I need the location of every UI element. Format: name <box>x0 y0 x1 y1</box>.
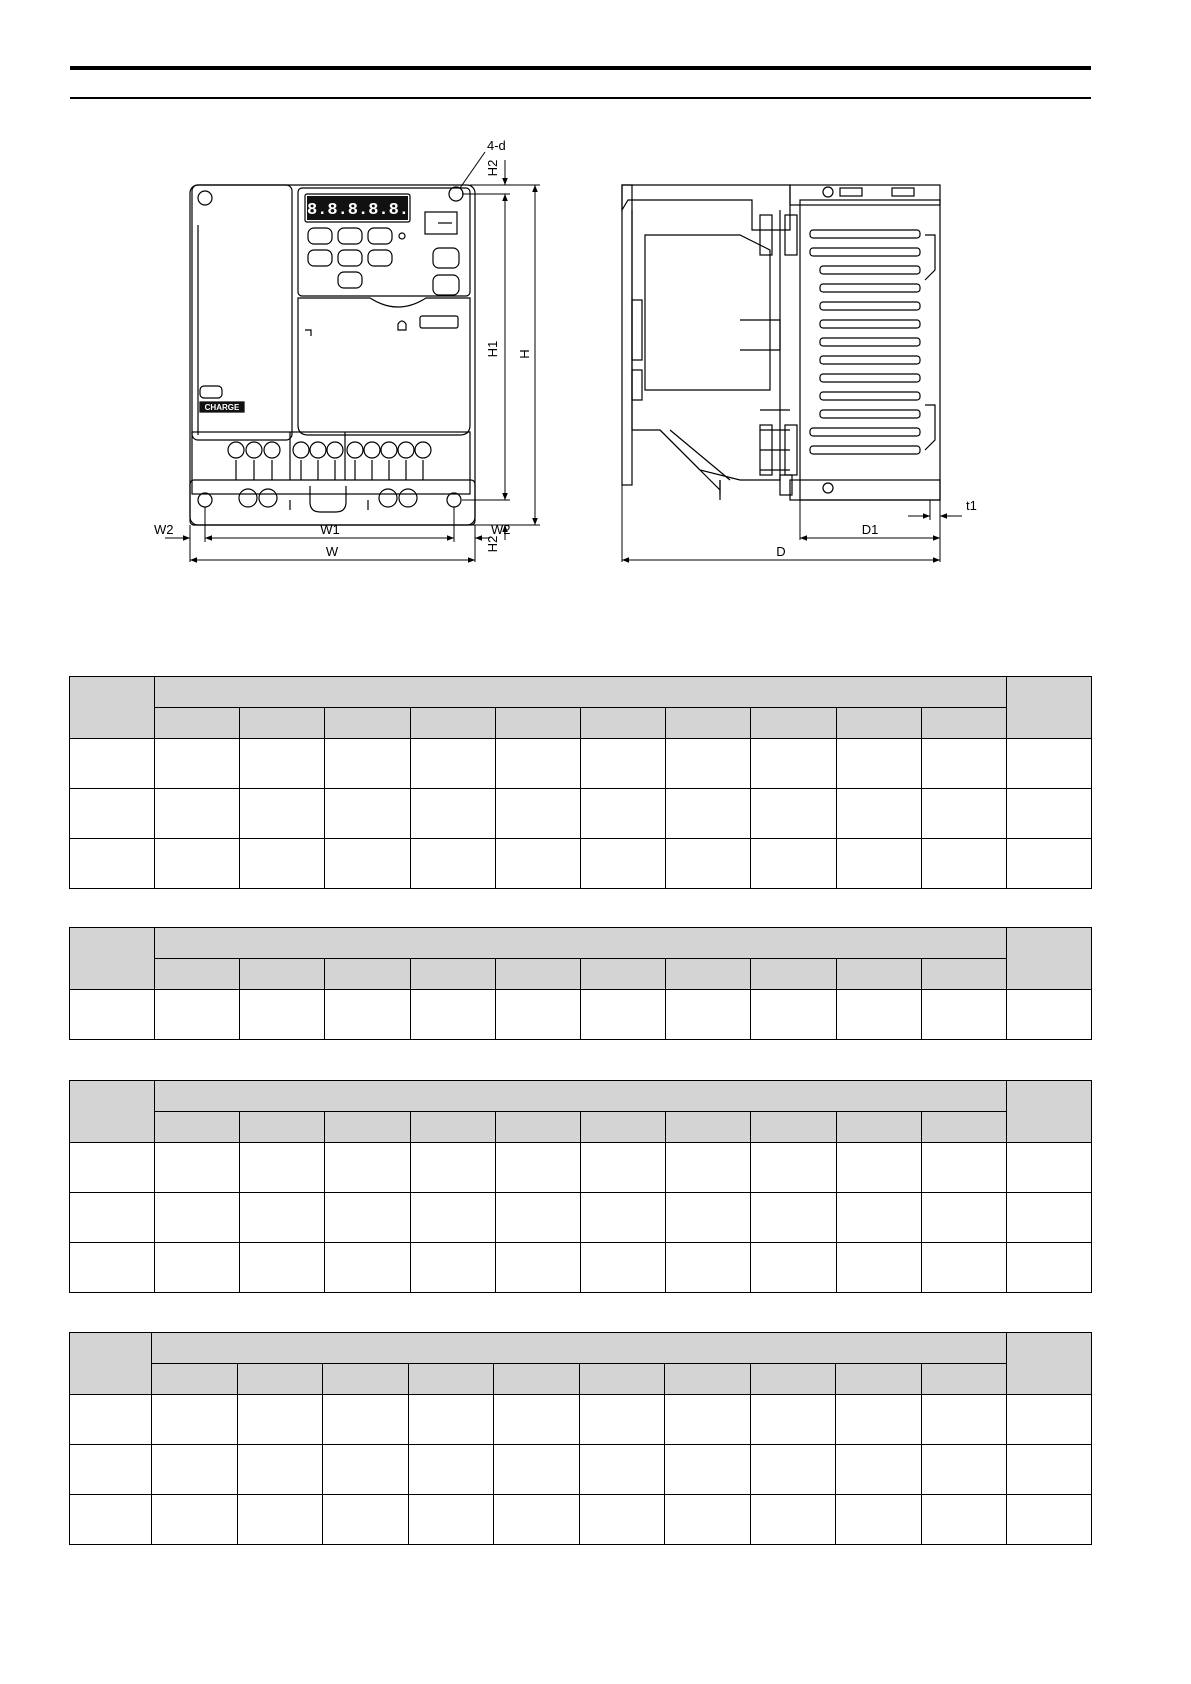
table-cell <box>751 990 836 1040</box>
table-cell <box>921 739 1006 789</box>
header-cell <box>410 708 495 739</box>
header-cell <box>155 1081 1007 1112</box>
table-row <box>70 789 1092 839</box>
table-cell <box>408 1395 494 1445</box>
table-cell <box>70 739 155 789</box>
table-row <box>70 839 1092 889</box>
table-cell <box>410 1193 495 1243</box>
header-cell <box>666 708 751 739</box>
table-cell <box>410 990 495 1040</box>
table-cell <box>580 839 665 889</box>
dimension-drawing <box>140 140 1080 610</box>
table-cell <box>921 1445 1007 1495</box>
header-cell <box>580 1112 665 1143</box>
table-cell <box>665 1395 751 1445</box>
table-cell <box>240 1243 325 1293</box>
table-cell <box>495 739 580 789</box>
table-cell <box>1006 739 1091 789</box>
dimension-table-1 <box>69 676 1092 889</box>
table-cell <box>152 1495 238 1545</box>
table-cell <box>666 1143 751 1193</box>
table-header-row-1 <box>70 677 1092 708</box>
header-cell <box>495 959 580 990</box>
header-cell <box>155 708 240 739</box>
table-cell <box>240 1193 325 1243</box>
dim-h2-bottom: H2 <box>485 535 500 553</box>
table-header-row-1 <box>70 928 1092 959</box>
table-cell <box>155 839 240 889</box>
table-cell <box>237 1445 323 1495</box>
header-cell <box>408 1364 494 1395</box>
table-row <box>70 990 1092 1040</box>
table-row <box>70 1395 1092 1445</box>
header-cell <box>155 928 1007 959</box>
table-cell <box>70 990 155 1040</box>
header-cell <box>70 1333 152 1395</box>
header-cell <box>836 1112 921 1143</box>
table-cell <box>665 1495 751 1545</box>
header-cell <box>836 959 921 990</box>
dimension-table-4 <box>69 1332 1092 1545</box>
table-cell <box>155 1143 240 1193</box>
header-cell <box>323 1364 409 1395</box>
table-header-row-1 <box>70 1081 1092 1112</box>
table-cell <box>323 1445 409 1495</box>
table-cell <box>836 1143 921 1193</box>
header-cell <box>325 708 410 739</box>
table-cell <box>237 1395 323 1445</box>
table-cell <box>1006 1143 1091 1193</box>
table-cell <box>751 1193 836 1243</box>
table-cell <box>580 1143 665 1193</box>
table-cell <box>921 839 1006 889</box>
table-cell <box>751 739 836 789</box>
table-header-row-2 <box>70 1364 1092 1395</box>
table-cell <box>494 1445 580 1495</box>
table-row <box>70 1143 1092 1193</box>
table-cell <box>408 1445 494 1495</box>
header-rule-thick <box>70 66 1091 70</box>
table-cell <box>325 990 410 1040</box>
table-cell <box>666 1243 751 1293</box>
table-cell <box>1006 839 1091 889</box>
table-header-row-2 <box>70 959 1092 990</box>
dim-d: D <box>776 544 786 559</box>
table-cell <box>921 1243 1006 1293</box>
charge-lamp-label: CHARGE <box>204 403 240 412</box>
dim-w2-left: W2 <box>154 522 174 537</box>
table-cell <box>155 739 240 789</box>
table-cell <box>70 1495 152 1545</box>
table-cell <box>1006 789 1091 839</box>
table-cell <box>666 1193 751 1243</box>
table-cell <box>836 1445 922 1495</box>
header-cell <box>240 708 325 739</box>
table-cell <box>155 789 240 839</box>
header-cell <box>921 1112 1006 1143</box>
table-cell <box>495 990 580 1040</box>
dim-t1: t1 <box>966 498 977 513</box>
side-dimensions <box>622 485 962 562</box>
dim-w1: W1 <box>320 522 340 537</box>
table-cell <box>921 1395 1007 1445</box>
table-cell <box>495 789 580 839</box>
header-cell <box>70 677 155 739</box>
side-view <box>622 185 940 500</box>
table-cell <box>155 1193 240 1243</box>
table-cell <box>580 990 665 1040</box>
table-cell <box>495 1193 580 1243</box>
table-cell <box>325 789 410 839</box>
header-cell <box>665 1364 751 1395</box>
table-cell <box>579 1495 665 1545</box>
table-header-row-2 <box>70 1112 1092 1143</box>
dim-h2-top: H2 <box>485 159 500 177</box>
table-cell <box>494 1495 580 1545</box>
table-cell <box>750 1445 836 1495</box>
table-cell <box>579 1445 665 1495</box>
table-cell <box>240 739 325 789</box>
table-cell <box>237 1495 323 1545</box>
table-cell <box>410 789 495 839</box>
table-cell <box>666 839 751 889</box>
header-cell <box>70 1081 155 1143</box>
dim-4-d: 4-d <box>487 140 506 153</box>
header-cell <box>155 677 1007 708</box>
table-cell <box>1006 1243 1091 1293</box>
header-cell <box>666 959 751 990</box>
table-cell <box>580 1243 665 1293</box>
drive-outline-drawing <box>140 140 1080 610</box>
table-cell <box>240 839 325 889</box>
table-cell <box>921 1193 1006 1243</box>
table-cell <box>751 1243 836 1293</box>
header-cell <box>1007 1333 1092 1395</box>
header-cell <box>240 1112 325 1143</box>
table-cell <box>325 1243 410 1293</box>
table-cell <box>921 1143 1006 1193</box>
table-cell <box>750 1395 836 1445</box>
table-cell <box>836 839 921 889</box>
table-cell <box>666 789 751 839</box>
header-cell <box>921 708 1006 739</box>
table-cell <box>155 1243 240 1293</box>
table-cell <box>1007 1445 1092 1495</box>
header-cell <box>325 959 410 990</box>
header-cell <box>750 1364 836 1395</box>
table-cell <box>152 1395 238 1445</box>
header-cell <box>410 959 495 990</box>
table-cell <box>325 839 410 889</box>
table-cell <box>836 1243 921 1293</box>
header-cell <box>495 708 580 739</box>
header-cell <box>580 708 665 739</box>
table-cell <box>410 839 495 889</box>
table-cell <box>70 789 155 839</box>
table-row <box>70 1243 1092 1293</box>
header-cell <box>751 1112 836 1143</box>
table-cell <box>240 1143 325 1193</box>
table-cell <box>580 739 665 789</box>
table-cell <box>836 1193 921 1243</box>
side-dimension-labels <box>776 498 977 559</box>
table-row <box>70 739 1092 789</box>
header-cell <box>70 928 155 990</box>
header-cell <box>751 708 836 739</box>
table-cell <box>666 739 751 789</box>
header-cell <box>666 1112 751 1143</box>
table-row <box>70 1445 1092 1495</box>
header-cell <box>751 959 836 990</box>
table-cell <box>410 1143 495 1193</box>
header-cell <box>495 1112 580 1143</box>
header-cell <box>152 1364 238 1395</box>
header-rule-thin <box>70 97 1091 99</box>
table-cell <box>580 1193 665 1243</box>
table-cell <box>152 1445 238 1495</box>
table-cell <box>579 1395 665 1445</box>
table-cell <box>751 1143 836 1193</box>
header-cell <box>152 1333 1007 1364</box>
table-cell <box>495 1143 580 1193</box>
dim-h: H <box>517 349 532 359</box>
table-cell <box>70 1143 155 1193</box>
table-cell <box>410 1243 495 1293</box>
display-digits: 8.8.8.8.8. <box>306 201 410 220</box>
header-cell <box>410 1112 495 1143</box>
header-cell <box>1006 677 1091 739</box>
table-cell <box>921 1495 1007 1545</box>
table-cell <box>1007 1495 1092 1545</box>
table-cell <box>70 1445 152 1495</box>
table-row <box>70 1193 1092 1243</box>
table-cell <box>325 739 410 789</box>
table-header-row-2 <box>70 708 1092 739</box>
table-cell <box>836 739 921 789</box>
table-cell <box>240 789 325 839</box>
table-cell <box>410 739 495 789</box>
header-cell <box>579 1364 665 1395</box>
table-cell <box>751 789 836 839</box>
header-cell <box>240 959 325 990</box>
table-cell <box>70 1243 155 1293</box>
table-cell <box>495 1243 580 1293</box>
header-cell <box>155 1112 240 1143</box>
header-cell <box>1006 928 1091 990</box>
table-cell <box>323 1395 409 1445</box>
header-cell <box>237 1364 323 1395</box>
table-cell <box>70 1193 155 1243</box>
table-cell <box>836 990 921 1040</box>
dim-w2-right: W2 <box>491 522 511 537</box>
table-cell <box>325 1193 410 1243</box>
header-cell <box>921 1364 1007 1395</box>
table-cell <box>750 1495 836 1545</box>
table-cell <box>155 990 240 1040</box>
table-cell <box>666 990 751 1040</box>
header-cell <box>836 1364 922 1395</box>
table-cell <box>921 789 1006 839</box>
table-cell <box>921 990 1006 1040</box>
header-cell <box>1006 1081 1091 1143</box>
table-cell <box>751 839 836 889</box>
dim-w: W <box>325 544 339 559</box>
table-cell <box>1006 1193 1091 1243</box>
table-cell <box>1007 1395 1092 1445</box>
dimension-table-3 <box>69 1080 1092 1293</box>
table-cell <box>70 1395 152 1445</box>
header-cell <box>155 959 240 990</box>
dim-d1: D1 <box>861 522 879 537</box>
dim-h1: H1 <box>485 340 500 358</box>
table-header-row-1 <box>70 1333 1092 1364</box>
table-cell <box>836 789 921 839</box>
header-cell <box>494 1364 580 1395</box>
table-cell <box>494 1395 580 1445</box>
header-cell <box>325 1112 410 1143</box>
table-cell <box>665 1445 751 1495</box>
front-view <box>190 185 475 525</box>
table-cell <box>580 789 665 839</box>
header-cell <box>921 959 1006 990</box>
table-cell <box>240 990 325 1040</box>
table-cell <box>836 1395 922 1445</box>
header-cell <box>836 708 921 739</box>
table-row <box>70 1495 1092 1545</box>
table-cell <box>70 839 155 889</box>
table-cell <box>408 1495 494 1545</box>
header-cell <box>580 959 665 990</box>
table-cell <box>1006 990 1091 1040</box>
dimension-table-2 <box>69 927 1092 1040</box>
table-cell <box>325 1143 410 1193</box>
table-cell <box>495 839 580 889</box>
table-cell <box>836 1495 922 1545</box>
table-cell <box>323 1495 409 1545</box>
